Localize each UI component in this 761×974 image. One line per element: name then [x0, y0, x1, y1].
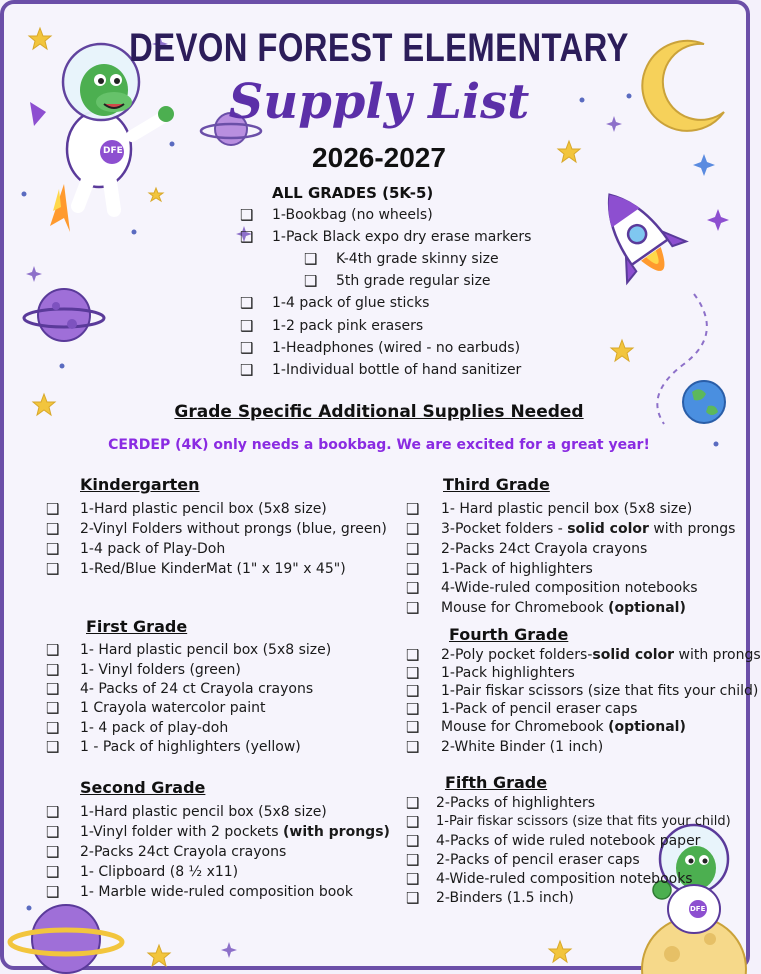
list-item: 1 - Pack of highlighters (yellow)	[80, 739, 301, 755]
planet-icon	[24, 289, 104, 341]
checkbox[interactable]: ❑	[46, 699, 60, 717]
star-icon	[549, 941, 571, 962]
checkbox[interactable]: ❑	[406, 682, 420, 700]
list-item: 1-Pair fiskar scissors (size that fits your child)	[436, 814, 731, 829]
school-year: 2026-2027	[312, 142, 446, 173]
list-item: Mouse for Chromebook (optional)	[441, 719, 686, 735]
checkbox[interactable]: ❑	[240, 361, 254, 379]
checkbox[interactable]: ❑	[46, 661, 60, 679]
list-item: 1- Marble wide-ruled composition book	[80, 884, 353, 900]
checkbox[interactable]: ❑	[406, 520, 420, 538]
list-item: 1- Hard plastic pencil box (5x8 size)	[80, 642, 332, 658]
list-item: 1-2 pack pink erasers	[272, 318, 424, 334]
page-title: Supply List	[228, 74, 530, 130]
list-item: 2-Poly pocket folders-solid color with prongs	[441, 647, 761, 663]
cerdep-note: CERDEP (4K) only needs a bookbag. We are excited for a great year!	[108, 437, 650, 453]
list-item: 1-4 pack of Play-Doh	[80, 541, 226, 557]
list-item: 1-Pack highlighters	[441, 665, 575, 681]
checkbox[interactable]: ❑	[304, 272, 318, 290]
list-item: 4-Wide-ruled composition notebooks	[436, 871, 693, 887]
checkbox[interactable]: ❑	[406, 540, 420, 558]
list-item: 1- 4 pack of play-doh	[80, 720, 229, 736]
checkbox[interactable]: ❑	[406, 794, 420, 812]
list-item: 1-Headphones (wired - no earbuds)	[272, 340, 521, 356]
list-item: 1-Hard plastic pencil box (5x8 size)	[80, 501, 327, 517]
dino-astronaut-icon	[30, 44, 174, 232]
checkbox[interactable]: ❑	[46, 560, 60, 578]
list-item: 1- Hard plastic pencil box (5x8 size)	[441, 501, 693, 517]
checkbox[interactable]: ❑	[406, 579, 420, 597]
list-item: 1-Red/Blue KinderMat (1" x 19" x 45")	[80, 561, 346, 577]
list-item: 1-Pair fiskar scissors (size that fits your child)	[441, 683, 759, 699]
list-item: 1- Clipboard (8 ½ x11)	[80, 864, 239, 880]
checkbox[interactable]: ❑	[406, 500, 420, 518]
list-item: 2-Packs of highlighters	[436, 795, 596, 811]
list-item: K-4th grade skinny size	[336, 251, 499, 267]
checkbox[interactable]: ❑	[46, 803, 60, 821]
checkbox[interactable]: ❑	[406, 599, 420, 617]
list-item: 1-Vinyl folder with 2 pockets (with prongs)	[80, 824, 390, 840]
checkbox[interactable]: ❑	[406, 664, 420, 682]
checkbox[interactable]: ❑	[46, 680, 60, 698]
checkbox[interactable]: ❑	[46, 738, 60, 756]
list-item: 3-Pocket folders - solid color with prongs	[441, 521, 736, 537]
first-grade-heading: First Grade	[86, 617, 188, 636]
sparkle-icon	[26, 266, 42, 282]
list-item: Mouse for Chromebook (optional)	[441, 600, 686, 616]
planet-icon	[10, 905, 122, 973]
checkbox[interactable]: ❑	[46, 843, 60, 861]
list-item: 4-Wide-ruled composition notebooks	[441, 580, 698, 596]
checkbox[interactable]: ❑	[406, 851, 420, 869]
list-item: 2-Packs of pencil eraser caps	[436, 852, 640, 868]
sparkle-icon	[221, 942, 237, 958]
sparkle-icon	[707, 209, 729, 231]
checkbox[interactable]: ❑	[240, 317, 254, 335]
star-icon	[611, 340, 633, 361]
second-grade-heading: Second Grade	[80, 778, 206, 797]
school-name: DEVON FOREST ELEMENTARY	[129, 26, 629, 70]
checkbox[interactable]: ❑	[46, 719, 60, 737]
checkbox[interactable]: ❑	[304, 250, 318, 268]
fifth-grade-heading: Fifth Grade	[445, 773, 548, 792]
list-item: 1-Pack of pencil eraser caps	[441, 701, 638, 717]
star-icon	[149, 188, 163, 201]
checkbox[interactable]: ❑	[46, 823, 60, 841]
list-item: 1-Bookbag (no wheels)	[272, 207, 433, 223]
rocket-icon	[580, 174, 692, 291]
checkbox[interactable]: ❑	[46, 500, 60, 518]
list-item: 2-White Binder (1 inch)	[441, 739, 604, 755]
checkbox[interactable]: ❑	[406, 813, 420, 831]
all-grades-heading: ALL GRADES (5K-5)	[272, 184, 434, 202]
checkbox[interactable]: ❑	[240, 339, 254, 357]
list-item: 1-Individual bottle of hand sanitizer	[272, 362, 522, 378]
list-item: 1-Pack Black expo dry erase markers	[272, 229, 532, 245]
mascot-badge: DFE	[690, 905, 706, 913]
list-item: 2-Packs 24ct Crayola crayons	[80, 844, 287, 860]
checkbox[interactable]: ❑	[240, 294, 254, 312]
list-item: 1- Vinyl folders (green)	[80, 662, 241, 678]
checkbox[interactable]: ❑	[406, 870, 420, 888]
third-grade-heading: Third Grade	[443, 475, 550, 494]
list-item: 2-Vinyl Folders without prongs (blue, green)	[80, 521, 387, 537]
kindergarten-heading: Kindergarten	[80, 475, 200, 494]
list-item: 1-4 pack of glue sticks	[272, 295, 430, 311]
checkbox[interactable]: ❑	[46, 863, 60, 881]
list-item: 4-Packs of wide ruled notebook paper	[436, 833, 701, 849]
list-item: 1-Hard plastic pencil box (5x8 size)	[80, 804, 327, 820]
list-item: 2-Packs 24ct Crayola crayons	[441, 541, 648, 557]
checkbox[interactable]: ❑	[406, 832, 420, 850]
checkbox[interactable]: ❑	[406, 738, 420, 756]
checkbox[interactable]: ❑	[240, 228, 254, 246]
checkbox[interactable]: ❑	[46, 520, 60, 538]
list-item: 5th grade regular size	[336, 273, 491, 289]
mascot-badge: DFE	[103, 146, 123, 156]
grade-specific-heading: Grade Specific Additional Supplies Needed	[174, 402, 584, 422]
checkbox[interactable]: ❑	[46, 883, 60, 901]
list-item: 2-Binders (1.5 inch)	[436, 890, 574, 906]
checkbox[interactable]: ❑	[406, 718, 420, 736]
fourth-grade-heading: Fourth Grade	[449, 625, 569, 644]
checkbox[interactable]: ❑	[406, 646, 420, 664]
star-icon	[148, 945, 170, 966]
list-item: 1-Pack of highlighters	[441, 561, 593, 577]
checkbox[interactable]: ❑	[46, 641, 60, 659]
checkbox[interactable]: ❑	[240, 206, 254, 224]
list-item: 1 Crayola watercolor paint	[80, 700, 266, 716]
checkbox[interactable]: ❑	[406, 560, 420, 578]
checkbox[interactable]: ❑	[406, 889, 420, 907]
checkbox[interactable]: ❑	[46, 540, 60, 558]
checkbox[interactable]: ❑	[406, 700, 420, 718]
list-item: 4- Packs of 24 ct Crayola crayons	[80, 681, 314, 697]
star-icon	[29, 28, 51, 49]
